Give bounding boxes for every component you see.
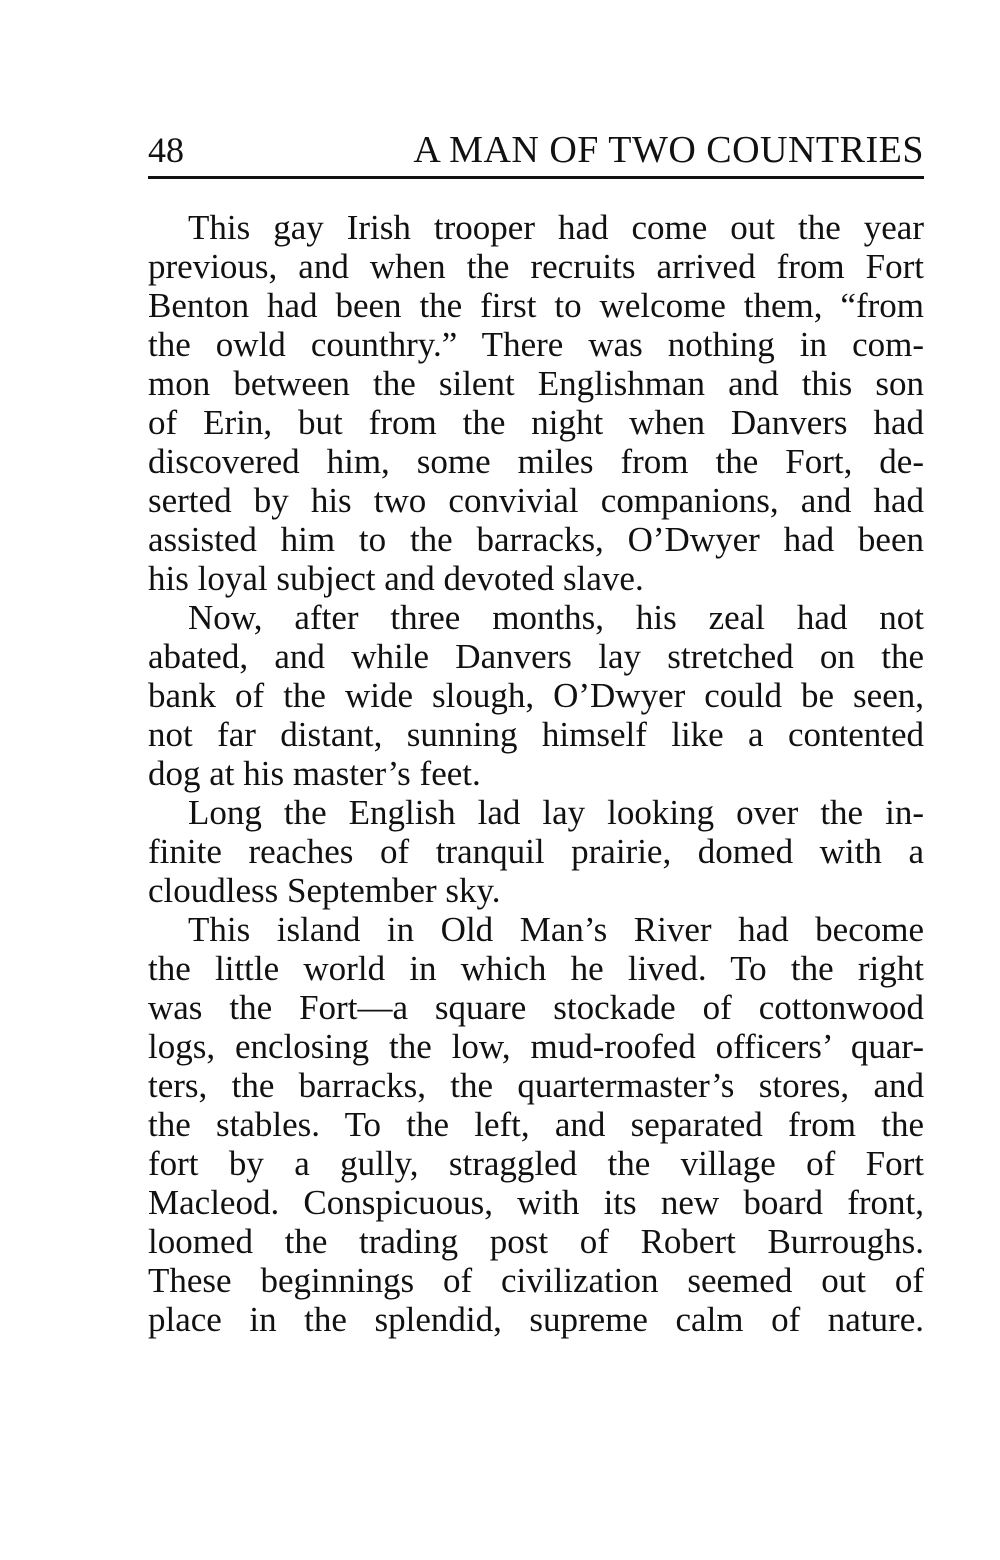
text-line: place in the splendid, supreme calm of nature. [148,1300,924,1339]
text-line: ters, the barracks, the quartermaster’s stores, and [148,1066,924,1105]
text-line: Macleod. Conspicuous, with its new board front, [148,1183,924,1222]
text-line: of Erin, but from the night when Danvers had [148,403,924,442]
text-line: finite reaches of tranquil prairie, domed with a [148,832,924,871]
text-line: mon between the silent Englishman and this son [148,364,924,403]
text-line: the little world in which he lived. To the right [148,949,924,988]
text-line: dog at his master’s feet. [148,754,481,793]
text-line: Benton had been the first to welcome them, “from [148,286,924,325]
body-text [148,208,924,1339]
text-line: the stables. To the left, and separated from the [148,1105,924,1144]
text-line: previous, and when the recruits arrived from Fort [148,247,924,286]
text-line: his loyal subject and devoted slave. [148,559,644,598]
text-line: the owld counthry.” There was nothing in com- [148,325,924,364]
text-line: loomed the trading post of Robert Burroughs. [148,1222,924,1261]
text-line: bank of the wide slough, O’Dwyer could be seen, [148,676,924,715]
running-head [148,122,924,174]
text-line: This island in Old Man’s River had become [188,910,924,949]
text-line: fort by a gully, straggled the village of Fort [148,1144,924,1183]
book-title: A MAN OF TWO COUNTRIES [413,129,924,171]
text-line: discovered him, some miles from the Fort, de- [148,442,924,481]
page-number: 48 [148,130,184,170]
text-line: Long the English lad lay looking over the in- [188,793,924,832]
text-line: abated, and while Danvers lay stretched on the [148,637,924,676]
text-line: Now, after three months, his zeal had not [188,598,924,637]
text-line: assisted him to the barracks, O’Dwyer had been [148,520,924,559]
text-line: not far distant, sunning himself like a contented [148,715,924,754]
text-line: serted by his two convivial companions, and had [148,481,924,520]
header-rule [148,176,924,179]
text-line: This gay Irish trooper had come out the year [188,208,924,247]
text-line: cloudless September sky. [148,871,501,910]
text-line: These beginnings of civilization seemed out of [148,1261,924,1300]
text-line: was the Fort—a square stockade of cottonwood [148,988,924,1027]
text-line: logs, enclosing the low, mud-roofed officers’ quar- [148,1027,924,1066]
